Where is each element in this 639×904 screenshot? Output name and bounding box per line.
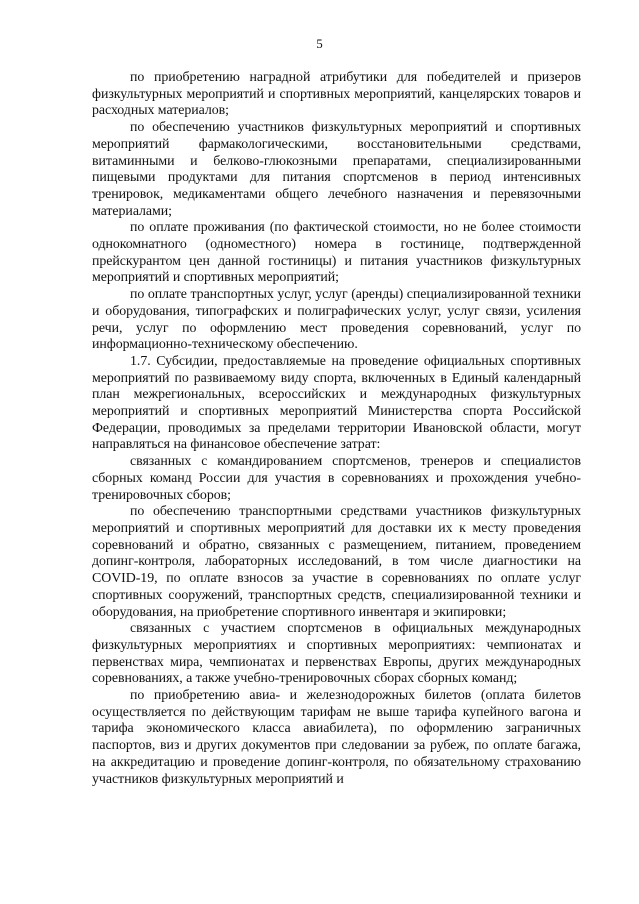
paragraph-business-trips: связанных с командированием спортсменов, тренеров и специалистов сборных команд России для участия в соревнованиях и прохождения учебно-тренировочных сборов; bbox=[92, 454, 581, 503]
page-number: 5 bbox=[316, 36, 323, 51]
paragraph-section-1-7: 1.7. Субсидии, предоставляемые на проведение официальных спортивных мероприятий по развиваемому виду спорта, включенных в Единый календарный план межрегиональных, всероссийских и международных физкультурных мероприятий и спортивных мероприятий Министерства спорта Российской Федерации, проводимых за пределами территории Ивановской области, могут направляться на финансовое обеспечение затрат: bbox=[92, 353, 581, 453]
paragraph-vehicles-provision: по обеспечению транспортными средствами участников физкультурных мероприятий и спортивных мероприятий для доставки их к месту проведения соревнований и обратно, связанных с размещением, питанием, проведением допинг-контроля, лабораторных исследований, в том числе диагностики на COVID-19, по оплате взносов за участие в соревнованиях по оплате услуг спортивных сооружений, транспортных средств, специализированной техники и оборудования, на приобретение спортивного инвентаря и экипировки; bbox=[92, 504, 581, 620]
paragraph-international-events: связанных с участием спортсменов в официальных международных физкультурных мероприятиях и спортивных мероприятиях: чемпионатах и первенствах мира, чемпионатах и первенствах Европы, других международных соревнованиях, а также учебно-тренировочных сборах сборных команд; bbox=[92, 621, 581, 687]
paragraph-transport-services: по оплате транспортных услуг, услуг (аренды) специализированной техники и оборудования, типографских и полиграфических услуг, услуг связи, усиления речи, услуг по оформлению мест проведения соревнований, услуг по информационно-техническому обеспечению. bbox=[92, 287, 581, 353]
paragraph-tickets-purchase: по приобретению авиа- и железнодорожных билетов (оплата билетов осуществляется по действующим тарифам не выше тарифа купейного вагона и тарифа экономического класса авиабилета), по оформлению заграничных паспортов, виз и других документов при следовании за рубеж, по оплате багажа, на аккредитацию и проведение допинг-контроля, по обязательному страхованию участников физкультурных мероприятий и bbox=[92, 688, 581, 787]
paragraph-accommodation: по оплате проживания (по фактической стоимости, но не более стоимости однокомнатного (одноместного) номера в гостинице, подтвержденной прейскурантом цен данной гостиницы) и питания участников физкультурных мероприятий и спортивных мероприятий; bbox=[92, 220, 581, 286]
document-body bbox=[92, 70, 581, 788]
paragraph-awards-purchase: по приобретению наградной атрибутики для победителей и призеров физкультурных мероприятий и спортивных мероприятий, канцелярских товаров и расходных материалов; bbox=[92, 70, 581, 119]
paragraph-pharmacological-support: по обеспечению участников физкультурных мероприятий и спортивных мероприятий фармакологическими, восстановительными средствами, витаминными и белково-глюкозными препаратами, специализированными пищевыми продуктами для питания спортсменов в период интенсивных тренировок, медикаментами общего лечебного назначения и перевязочными материалами; bbox=[92, 120, 581, 219]
